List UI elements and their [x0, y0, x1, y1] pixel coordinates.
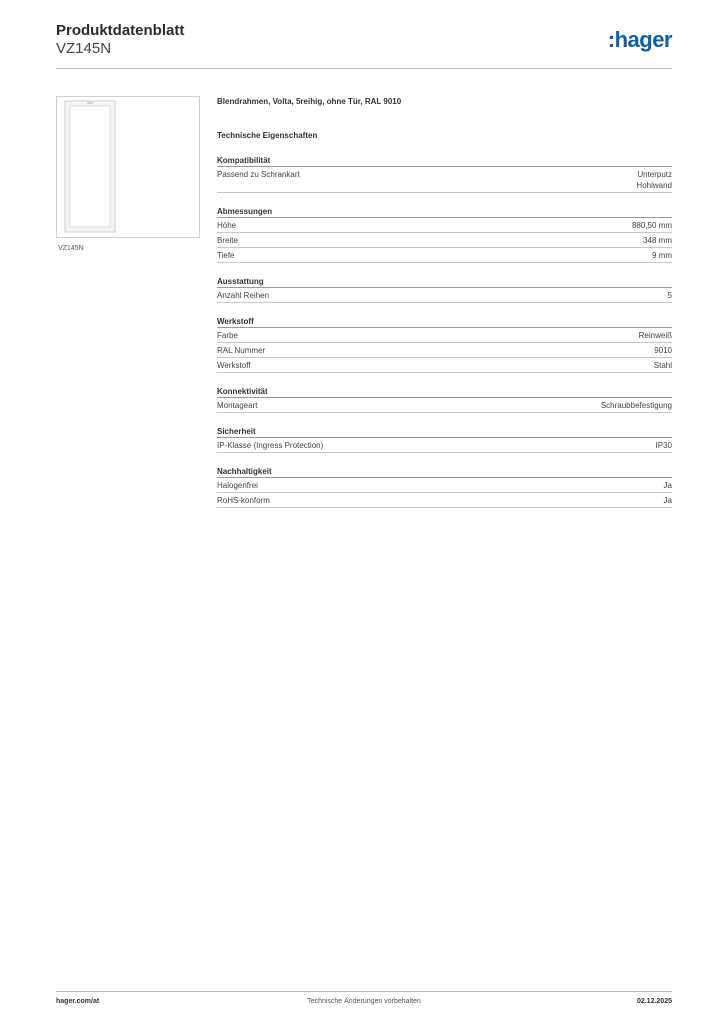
spec-group-title: Werkstoff	[217, 316, 672, 328]
spec-row	[217, 398, 672, 413]
spec-row	[217, 343, 672, 358]
spec-label: RAL Nummer	[217, 346, 266, 355]
spec-group-title: Sicherheit	[217, 426, 672, 438]
spec-row	[217, 438, 672, 453]
spec-row	[217, 218, 672, 233]
spec-group-title: Nachhaltigkeit	[217, 466, 672, 478]
spec-value: 5	[667, 291, 672, 300]
spec-row	[217, 358, 672, 373]
hager-logo: :hager	[607, 27, 672, 52]
spec-value: Reinweiß	[638, 331, 672, 340]
spec-label: Montageart	[217, 401, 258, 410]
footer-website: hager.com/at	[56, 998, 100, 1005]
product-code: VZ145N	[56, 40, 112, 57]
spec-group-title: Ausstattung	[217, 276, 672, 288]
spec-row	[217, 478, 672, 493]
document-title: Produktdatenblatt	[56, 22, 185, 39]
footer-disclaimer: Technische Änderungen vorbehalten	[307, 998, 421, 1005]
spec-label: IP-Klasse (Ingress Protection)	[217, 441, 324, 450]
page-header	[56, 22, 672, 70]
spec-value: Stahl	[653, 361, 672, 370]
spec-label: Tiefe	[217, 251, 235, 260]
footer-divider	[56, 991, 672, 992]
spec-value: 880,50 mm	[631, 221, 672, 230]
spec-label: Werkstoff	[217, 361, 251, 370]
spec-section	[217, 96, 672, 508]
spec-group-title: Kompatibilität	[217, 155, 672, 167]
spec-label: RoHS-konform	[217, 496, 270, 505]
frame-illustration	[57, 97, 199, 237]
spec-value: Ja	[663, 496, 672, 505]
tech-heading: Technische Eigenschaften	[217, 131, 318, 140]
image-caption: VZ145N	[58, 245, 84, 252]
spec-label: Halogenfrei	[217, 481, 258, 490]
spec-value-line: Unterputz	[637, 170, 672, 179]
spec-row	[217, 248, 672, 263]
spec-label: Passend zu Schrankart	[217, 170, 300, 179]
spec-value: Schraubbefestigung	[600, 401, 672, 410]
spec-label: Höhe	[217, 221, 237, 230]
page-footer	[56, 998, 672, 1010]
spec-group-sicherheit	[217, 426, 672, 453]
header-divider	[56, 68, 672, 69]
spec-group-title: Abmessungen	[217, 206, 672, 218]
spec-group-kompatibilitaet	[217, 155, 672, 193]
spec-value: Ja	[663, 481, 672, 490]
product-image	[56, 96, 200, 238]
spec-label: Anzahl Reihen	[217, 291, 270, 300]
spec-group-nachhaltigkeit	[217, 466, 672, 508]
spec-value	[636, 169, 672, 191]
spec-value-line: Hohlwand	[636, 181, 672, 190]
spec-row	[217, 288, 672, 303]
spec-group-konnektivitaet	[217, 386, 672, 413]
spec-value: 9010	[654, 346, 672, 355]
spec-value: 348 mm	[643, 236, 672, 245]
spec-label: Farbe	[217, 331, 238, 340]
spec-row	[217, 233, 672, 248]
spec-row	[217, 328, 672, 343]
spec-row	[217, 493, 672, 508]
product-name: Blendrahmen, Volta, 5reihig, ohne Tür, RAL 9010	[217, 97, 402, 106]
spec-group-abmessungen	[217, 206, 672, 263]
spec-group-werkstoff	[217, 316, 672, 373]
spec-group-ausstattung	[217, 276, 672, 303]
spec-value: 9 mm	[652, 251, 672, 260]
spec-row	[217, 167, 672, 193]
spec-label: Breite	[217, 236, 238, 245]
spec-value: IP30	[655, 441, 672, 450]
footer-date: 02.12.2025	[636, 998, 672, 1005]
spec-group-title: Konnektivität	[217, 386, 672, 398]
